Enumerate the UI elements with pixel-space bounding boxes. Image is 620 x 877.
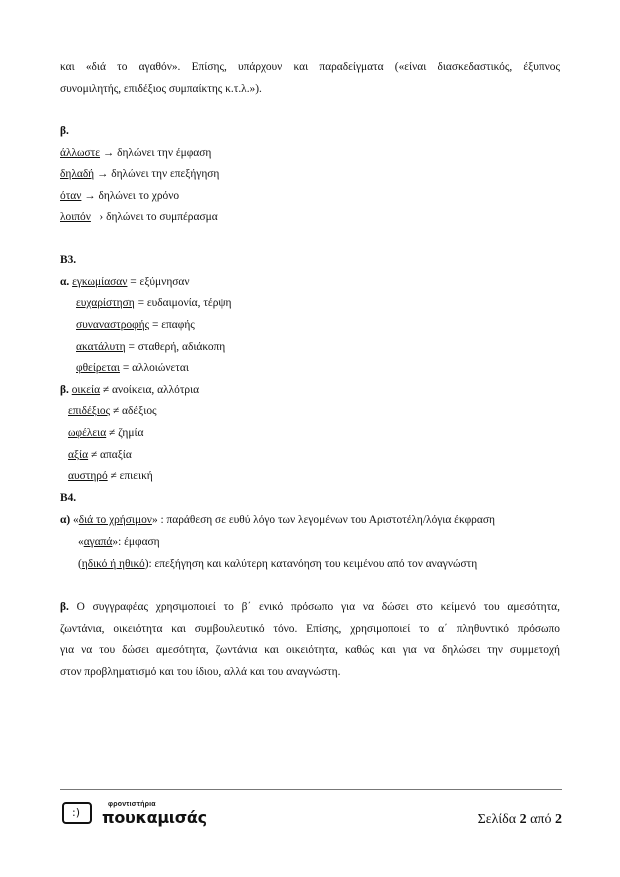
term: επιδέξιος xyxy=(68,405,111,417)
list-item xyxy=(78,535,160,549)
term: ακατάλυτη xyxy=(76,341,126,353)
term-desc: ≠ αδέξιος xyxy=(110,405,157,417)
term-desc: → δηλώνει το χρόνο xyxy=(81,190,180,202)
b4-b-line-3: για να του δώσει αμεσότητα, ζωντάνια και οικειότητα, καθώς και για να δηλώσει την συμμετοχή xyxy=(60,644,560,656)
smiley-icon: :) xyxy=(62,802,92,824)
intro-line-2: συνομιλητής, επιδέξιος συμπαίκτης κ.τ.λ.»). xyxy=(60,83,262,95)
section-b-heading: β. xyxy=(60,125,69,137)
quote-open: « xyxy=(70,514,79,526)
b3-a-label: α. xyxy=(60,276,70,288)
list-item xyxy=(68,469,153,483)
term-desc: ≠ ζημία xyxy=(106,427,144,439)
term-desc: »: έμφαση xyxy=(112,536,160,548)
term-desc: = αλλοιώνεται xyxy=(119,362,189,374)
term-desc: » : παράθεση σε ευθύ λόγο των λεγομένων του Αριστοτέλη/λόγια έκφραση xyxy=(151,514,495,526)
term: αξία xyxy=(68,449,89,461)
term-desc: › δηλώνει το συμπέρασμα xyxy=(90,211,218,223)
list-item xyxy=(60,383,199,397)
list-item xyxy=(60,189,179,203)
term-desc: = επαφής xyxy=(149,319,195,331)
b4-b-label: β. xyxy=(60,601,69,613)
b3-b-label: β. xyxy=(60,384,69,396)
list-item xyxy=(76,318,195,332)
brand-logo xyxy=(62,800,222,830)
term-desc: ≠ απαξία xyxy=(88,449,132,461)
b4-b-line-2: ζωντάνια, οικειότητα και συμβουλευτικό τόνο. Επίσης, χρησιμοποιεί το α΄ πληθυντικό πρόσωπο xyxy=(60,623,560,635)
term: αυστηρό xyxy=(68,470,108,482)
logo-tagline: φροντιστήρια xyxy=(108,801,156,808)
list-item xyxy=(60,146,211,160)
term: ευχαρίστηση xyxy=(76,297,135,309)
term: συναναστροφής xyxy=(76,319,150,331)
term-desc: ≠ επιεική xyxy=(107,470,153,482)
intro-line-1: και «διά το αγαθόν». Επίσης, υπάρχουν και παραδείγματα («είναι διασκεδαστικός, έξυπνος xyxy=(60,61,560,73)
term-desc: ≠ ανοίκεια, αλλότρια xyxy=(100,384,200,396)
term-desc: = εξύμνησαν xyxy=(127,276,190,288)
term: λοιπόν xyxy=(60,211,91,223)
list-item xyxy=(68,404,157,418)
term-desc: = σταθερή, αδιάκοπη xyxy=(125,341,226,353)
term: οικεία xyxy=(71,384,101,396)
list-item xyxy=(60,210,218,224)
footer-divider xyxy=(60,789,562,790)
b4-b-line-4: στον προβληματισμό και του ίδιου, αλλά και του αναγνώστη. xyxy=(60,666,341,678)
quote-open: « xyxy=(78,536,84,548)
term: διά το χρήσιμον xyxy=(78,514,152,526)
term: δηλαδή xyxy=(60,168,95,180)
term: άλλωστε xyxy=(60,147,101,159)
term: εγκωμίασαν xyxy=(72,276,128,288)
list-item xyxy=(68,426,144,440)
term-desc: = ευδαιμονία, τέρψη xyxy=(134,297,232,309)
list-item xyxy=(68,448,132,462)
list-item xyxy=(76,361,189,375)
page-number: Σελίδα 2 από 2 xyxy=(477,812,562,827)
term-desc: → δηλώνει την επεξήγηση xyxy=(94,168,220,180)
term-desc: ): επεξήγηση και καλύτερη κατανόηση του κειμένου από τον αναγνώστη xyxy=(144,558,478,570)
term: ωφέλεια xyxy=(68,427,107,439)
term: όταν xyxy=(60,190,82,202)
paragraph-text: Ο συγγραφέας χρησιμοποιεί το β΄ ενικό πρόσωπο για να δώσει στο κείμενό του αμεσότητα, xyxy=(68,601,560,613)
b3-heading: Β3. xyxy=(60,254,77,266)
list-item xyxy=(76,340,225,354)
term: ηδικό ή ηθικό xyxy=(81,558,145,570)
b4-heading: Β4. xyxy=(60,492,77,504)
list-item xyxy=(60,167,219,181)
b4-a-label: α) xyxy=(60,514,71,526)
b4-b-line-1 xyxy=(60,600,560,614)
term-desc: → δηλώνει την έμφαση xyxy=(100,147,212,159)
paren-open: ( xyxy=(78,558,82,570)
term: φθείρεται xyxy=(76,362,120,374)
list-item xyxy=(78,557,477,571)
list-item xyxy=(76,296,231,310)
list-item xyxy=(60,513,495,527)
term: αγαπά xyxy=(83,536,113,548)
list-item xyxy=(60,275,190,289)
logo-name: πουκαμισάς xyxy=(102,808,207,827)
